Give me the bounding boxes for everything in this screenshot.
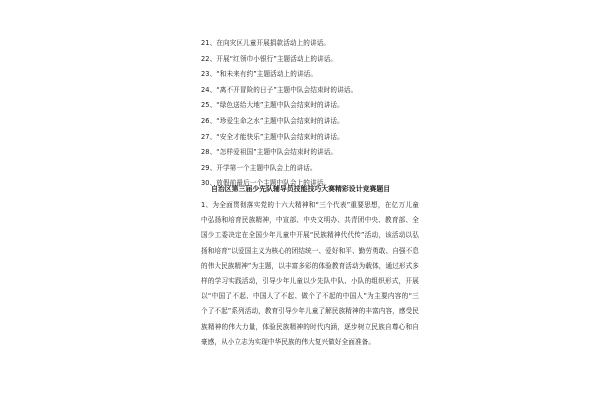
- section-heading: 自治区第三届少先队辅导员技能技巧大赛精彩设计竞赛题目: [211, 185, 391, 193]
- body-paragraph: 1、为全面贯彻落实党的十六大精神和“三个代表”重要思想，在亿万儿童中弘扬和培育民族精神，中宣部、中央文明办、共青团中央、教育部、全国少工委决定在全国少年儿童中开展“民族精神代代传”活动，该活动以弘扬和培育“以爱国主义为核心的团结统一、爱好和平、勤劳勇敢、自强不息的伟大民族精神”为主题，以丰富多彩的体验教育活动为载体，通过形式多样的学习实践活动，引导少年儿童以少先队中队、小队的组织形式，开展以“中国了不起、中国人了不起、做个了不起的中国人”为主要内容的“三个了不起”系列活动，教育引导少年儿童了解民族精神的丰富内容，感受民族精神的伟大力量，体验民族精神的时代内涵，逐步树立民族自尊心和自豪感，从小立志为实现中华民族的伟大复兴做好全面准备。: [201, 201, 419, 346]
- list-item: 23、“和未来有约”主题活动上的讲话。: [201, 70, 318, 79]
- list-item: 30、放假前最后一个主题中队会上的讲话。: [201, 179, 331, 188]
- list-item: 27、“安全才能快乐”主题中队会结束时的讲话。: [201, 132, 344, 141]
- speech-topic-list: [201, 36, 541, 192]
- list-item: 25、“绿色送给大地”主题中队会结束时的讲话。: [201, 101, 344, 110]
- list-item: 28、“怎样爱祖国”主题中队会结束时的讲话。: [201, 148, 338, 157]
- list-item: 21、在向灾区儿童开展捐款活动上的讲话。: [201, 39, 331, 47]
- list-item: 29、开学第一个主题中队会上的讲话。: [201, 163, 317, 172]
- list-item: 26、“珍爱生命之水”主题中队会结束时的讲话。: [201, 116, 344, 125]
- list-item: 22、开展“红领巾小银行”主题活动上的讲话。: [201, 54, 338, 63]
- list-item: 24、“离不开冒险的日子”主题中队会结束时的讲话。: [201, 85, 358, 94]
